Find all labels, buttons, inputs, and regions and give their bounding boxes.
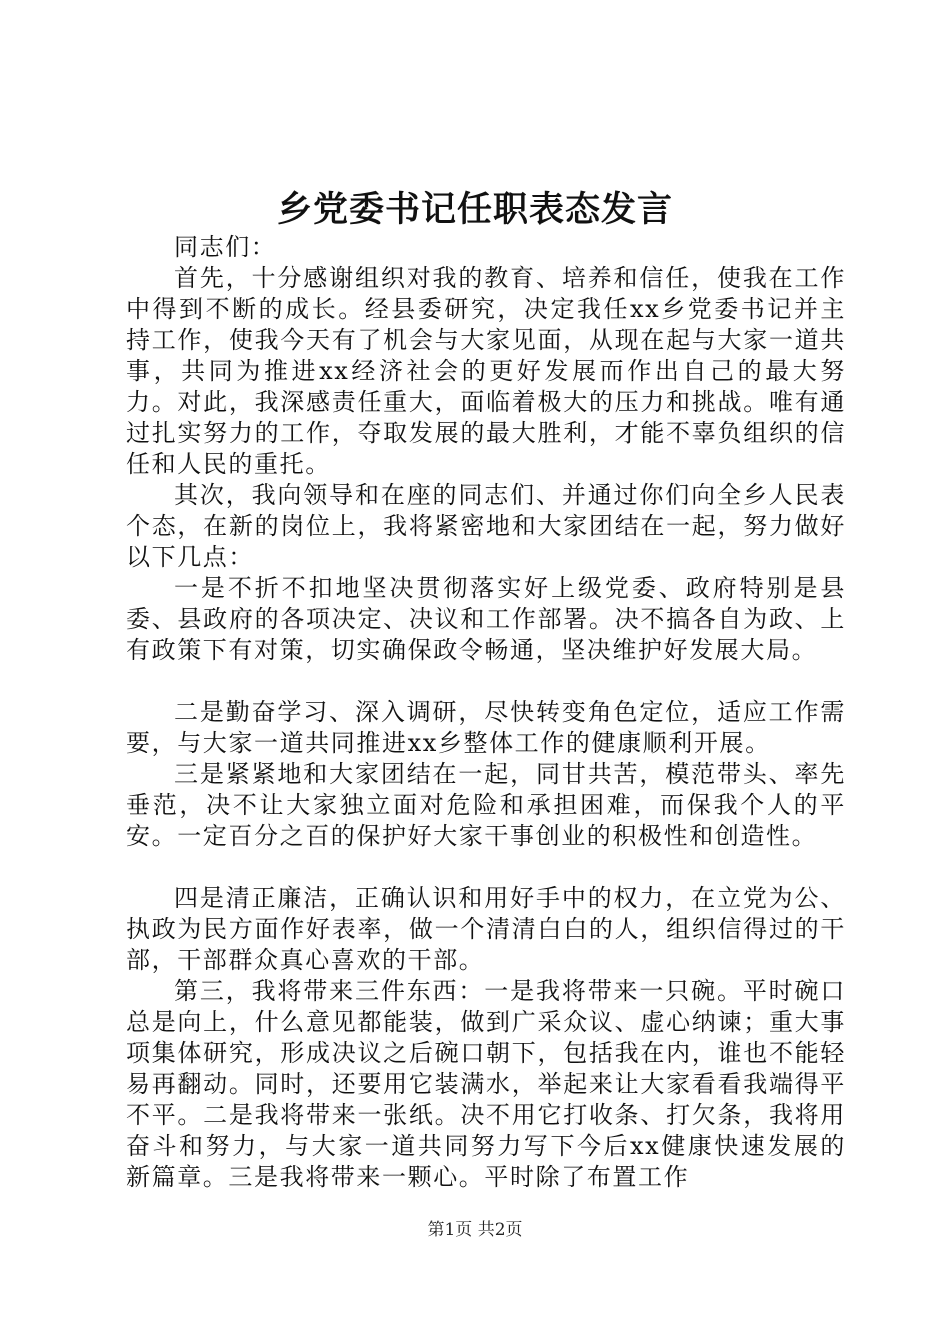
paragraph-3: 一是不折不扣地坚决贯彻落实好上级党委、政府特别是县委、县政府的各项决定、决议和工作部署。决不搞各自为政、上有政策下有对策，切实确保政令畅通，坚决维护好发展大局。	[126, 574, 846, 664]
document-title: 乡党委书记任职表态发言	[276, 189, 673, 230]
paragraph-4: 二是勤奋学习、深入调研，尽快转变角色定位，适应工作需要，与大家一道共同推进xx乡整体工作的健康顺利开展。	[126, 698, 846, 757]
paragraph-6: 四是清正廉洁，正确认识和用好手中的权力，在立党为公、执政为民方面作好表率，做一个清清白白的人，组织信得过的干部，干部群众真心喜欢的干部。	[126, 884, 846, 974]
paragraph-2: 其次，我向领导和在座的同志们、并通过你们向全乡人民表个态，在新的岗位上，我将紧密地和大家团结在一起，努力做好以下几点：	[126, 481, 846, 571]
greeting: 同志们：	[174, 233, 277, 261]
paragraph-1: 首先，十分感谢组织对我的教育、培养和信任，使我在工作中得到不断的成长。经县委研究，决定我任xx乡党委书记并主持工作，使我今天有了机会与大家见面，从现在起与大家一道共事，共同为推进xx经济社会的更好发展而作出自己的最大努力。对此，我深感责任重大，面临着极大的压力和挑战。唯有通过扎实努力的工作，夺取发展的最大胜利，才能不辜负组织的信任和人民的重托。	[126, 264, 846, 478]
page-footer: 第1页 共2页	[427, 1220, 523, 1240]
paragraph-7: 第三，我将带来三件东西：一是我将带来一只碗。平时碗口总是向上，什么意见都能装，做到广采众议、虚心纳谏；重大事项集体研究，形成决议之后碗口朝下，包括我在内，谁也不能轻易再翻动。同时，还要用它装满水，举起来让大家看看我端得平不平。二是我将带来一张纸。决不用它打收条、打欠条，我将用奋斗和努力，与大家一道共同努力写下今后xx健康快速发展的新篇章。三是我将带来一颗心。平时除了布置工作	[126, 977, 846, 1191]
document-body	[126, 232, 846, 1193]
paragraph-5: 三是紧紧地和大家团结在一起，同甘共苦，模范带头、率先垂范，决不让大家独立面对危险和承担困难，而保我个人的平安。一定百分之百的保护好大家干事创业的积极性和创造性。	[126, 760, 846, 850]
